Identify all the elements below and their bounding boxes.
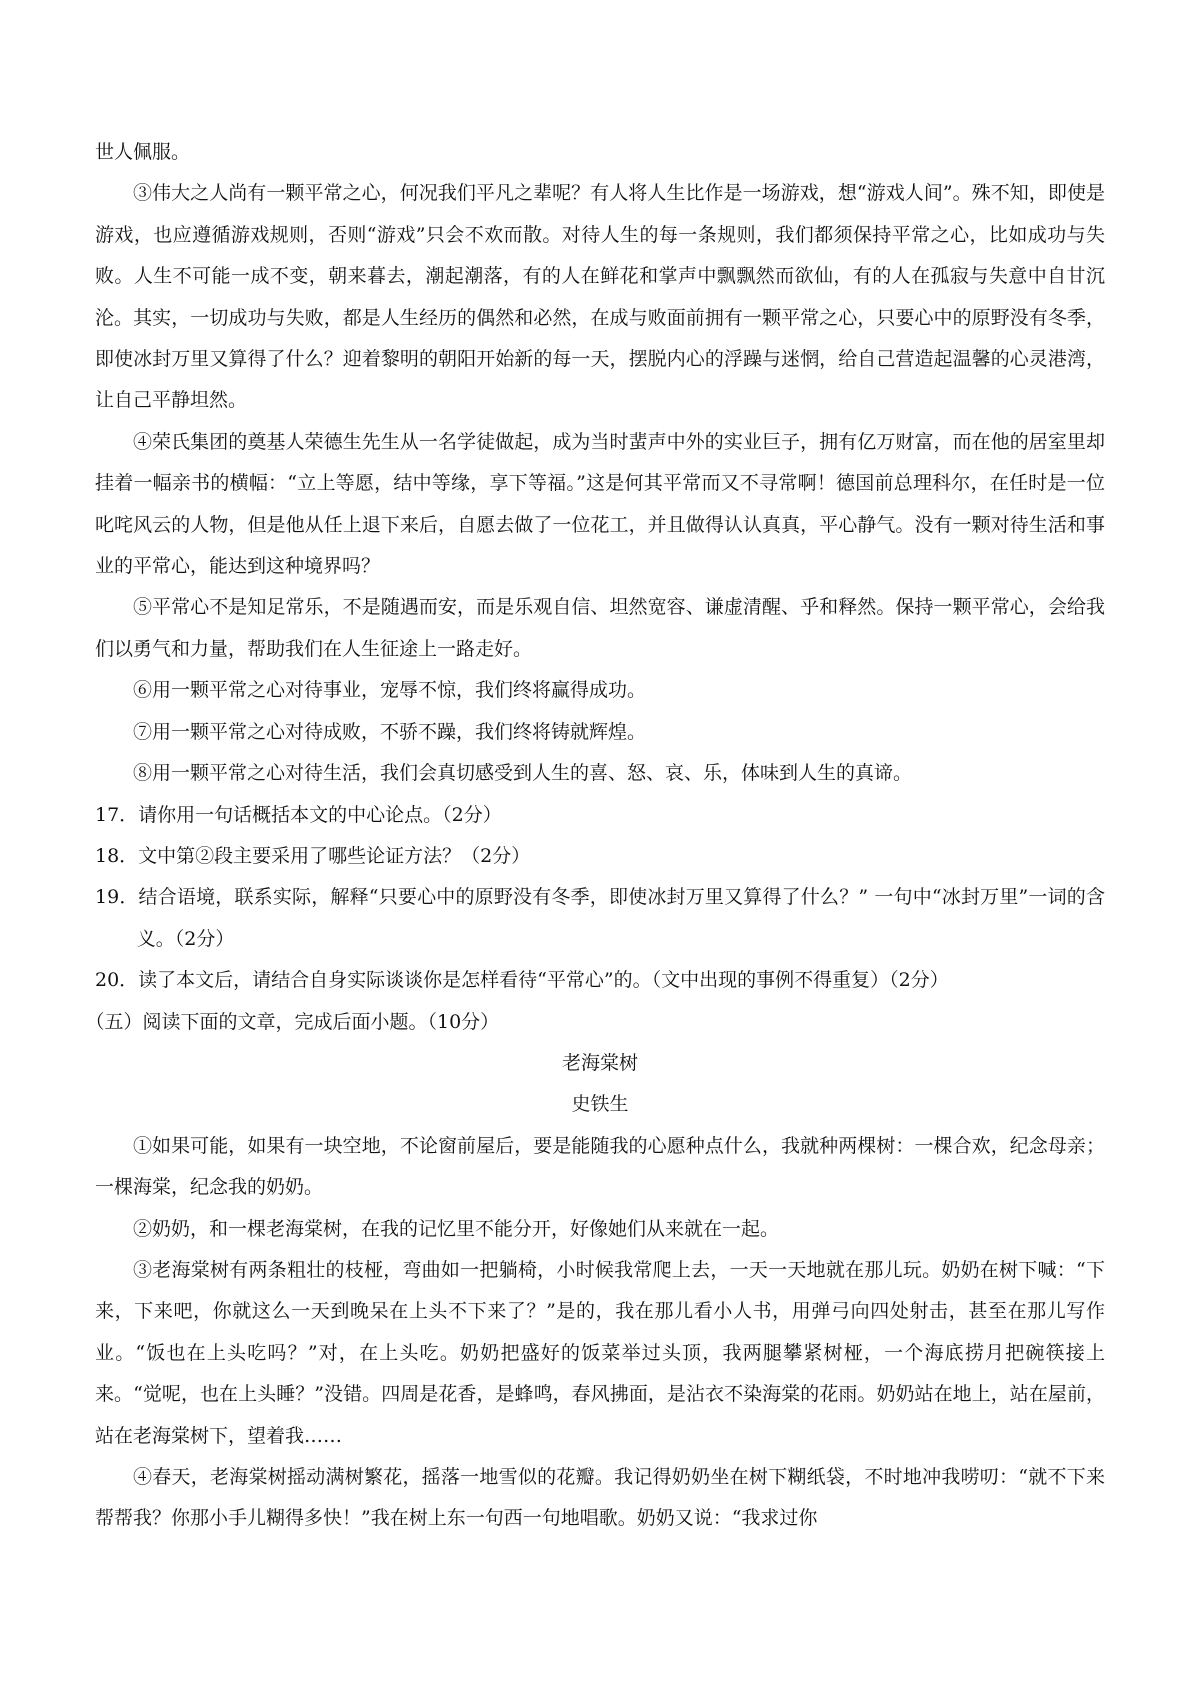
story-paragraph-3: ③老海棠树有两条粗壮的枝桠，弯曲如一把躺椅，小时候我常爬上去，一天一天地就在那儿玩。奶奶在树下喊：“下来，下来吧，你就这么一天到晚呆在上头不下来了？”是的，我在那儿看小人书，用弹弓向四处射击，甚至在那儿写作业。“饭也在上头吃吗？”对，在上头吃。奶奶把盛好的饭菜举过头顶，我两腿攀紧树桠，一个海底捞月把碗筷接上来。“觉呢，也在上头睡？”没错。四周是花香，是蜂鸣，春风拂面，是沾衣不染海棠的花雨。奶奶站在地上，站在屋前，站在老海棠树下，望着我…… (95, 1258, 1105, 1447)
section-heading: （五）阅读下面的文章，完成后面小题。（10分） (85, 1010, 500, 1033)
story-title: 老海棠树 (561, 1051, 638, 1074)
essay-paragraph-5: ⑤平常心不是知足常乐，不是随遇而安，而是乐观自信、坦然宽容、谦虚清醒、乎和释然。保持一颗平常心，会给我们以勇气和力量，帮助我们在人生征途上一路走好。 (95, 596, 1105, 660)
story-author: 史铁生 (571, 1093, 629, 1116)
story-paragraph-2: ②奶奶，和一棵老海棠树，在我的记忆里不能分开，好像她们从来就在一起。 (133, 1217, 780, 1240)
question-18: 18．文中第②段主要采用了哪些论证方法？（2分） (95, 844, 531, 867)
story-paragraph-4: ④春天，老海棠树摇动满树繁花，摇落一地雪似的花瓣。我记得奶奶坐在树下糊纸袋，不时地冲我唠叨：“就不下来帮帮我？你那小手儿糊得多快！”我在树上东一句西一句地唱歌。奶奶又说：“我求过你 (95, 1466, 1105, 1530)
essay-paragraph-8: ⑧用一颗平常之心对待生活，我们会真切感受到人生的喜、怒、哀、乐，体味到人生的真谛。 (133, 762, 913, 785)
essay-paragraph-7: ⑦用一颗平常之心对待成败，不骄不躁，我们终将铸就辉煌。 (133, 720, 647, 743)
story-paragraph-1: ①如果可能，如果有一块空地，不论窗前屋后，要是能随我的心愿种点什么，我就种两棵树：一棵合欢，纪念母亲；一棵海棠，纪念我的奶奶。 (95, 1134, 1105, 1199)
question-20: 20．读了本文后，请结合自身实际谈谈你是怎样看待“平常心”的。（文中出现的事例不得重复）（2分） (95, 969, 949, 992)
question-17: 17．请你用一句话概括本文的中心论点。（2分） (95, 803, 502, 826)
essay-paragraph-3: ③伟大之人尚有一颗平常之心，何况我们平凡之辈呢？有人将人生比作是一场游戏，想“游戏人间”。殊不知，即使是游戏，也应遵循游戏规则，否则“游戏”只会不欢而散。对待人生的每一条规则，我们都须保持平常之心，比如成功与失败。人生不可能一成不变，朝来暮去，潮起潮落，有的人在鲜花和掌声中飘飘然而欲仙，有的人在孤寂与失意中自甘沉沦。其实，一切成功与失败，都是人生经历的偶然和必然，在成与败面前拥有一颗平常之心，只要心中的原野没有冬季，即使冰封万里又算得了什么？迎着黎明的朝阳开始新的每一天，摆脱内心的浮躁与迷惘，给自己营造起温馨的心灵港湾，让自己平静坦然。 (95, 182, 1105, 412)
essay-paragraph-6: ⑥用一颗平常之心对待事业，宠辱不惊，我们终将赢得成功。 (133, 679, 647, 702)
question-19: 19．结合语境，联系实际，解释“只要心中的原野没有冬季，即使冰封万里又算得了什么？” 一句中“冰封万里”一词的含义。（2分） (95, 886, 1105, 950)
essay-paragraph-4: ④荣氏集团的奠基人荣德生先生从一名学徒做起，成为当时蜚声中外的实业巨子，拥有亿万财富，而在他的居室里却挂着一幅亲书的横幅：“立上等愿，结中等缘，享下等福。”这是何其平常而又不寻常啊！德国前总理科尔，在任时是一位叱咤风云的人物，但是他从任上退下来后，自愿去做了一位花工，并且做得认认真真，平心静气。没有一颗对待生活和事业的平常心，能达到这种境界吗？ (95, 430, 1105, 578)
essay-continuation: 世人佩服。 (95, 141, 191, 163)
document-page (85, 132, 1105, 1540)
